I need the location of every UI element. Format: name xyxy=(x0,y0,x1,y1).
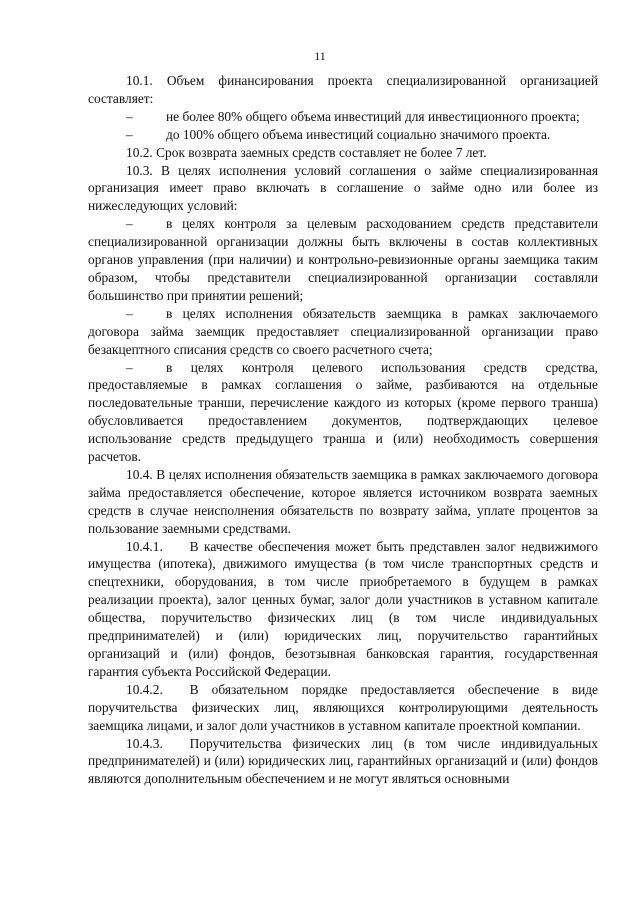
list-item-text: не более 80% общего объема инвестиций для инвестиционного проекта; xyxy=(166,108,580,124)
list-item-text: в целях контроля целевого использования средств средства, предоставляемые в рамках соглашения о займе, разбиваются на отдельные последовательные транши, перечисление каждого из которых (кроме первого транша) обусловливается предоставлением документов, подтверждающих целевое использование средств предыдущего транша и (или) необходимость совершения расчетов. xyxy=(88,359,598,465)
dash-marker xyxy=(126,108,166,126)
list-item-text: в целях контроля за целевым расходованием средств представители специализированной организации должны быть включены в состав коллективных органов управления (при наличии) и контрольно-ревизионные органы заемщика таким образом, чтобы представители специализированной организации составляли большинство при принятии решений; xyxy=(88,216,598,303)
paragraph-10-4-1: 10.4.1. В качестве обеспечения может быть представлен залог недвижимого имущества (ипотека), движимого имущества (в том числе транспортных средств и спецтехники, оборудования, в том числе приобретаемого в будущем в рамках реализации проекта), залог ценных бумаг, залог доли участников в уставном капитале общества, поручительство физических лиц (в том числе индивидуальных предпринимателей) и (или) юридических лиц, поручительство гарантийных организаций и (или) фондов, безотзывная банковская гарантия, государственная гарантия субъекта Российской Федерации. xyxy=(88,538,598,679)
page-number: 11 xyxy=(314,49,326,63)
list-item-text: в целях исполнения обязательств заемщика в рамках заключаемого договора займа заемщик предоставляет специализированной организации право безакцептного списания средств со своего расчетного счета; xyxy=(88,305,598,357)
paragraph-10-4: 10.4. В целях исполнения обязательств заемщика в рамках заключаемого договора займа предоставляется обеспечение, которое является источником возврата заемных средств в случае неисполнения обязательств по возврату займа, уплате процентов за пользование заемными средствами. xyxy=(88,466,598,536)
paragraph-10-4-3: 10.4.3. Поручительства физических лиц (в том числе индивидуальных предпринимателей) и (или) юридических лиц, гарантийных организаций и (или) фондов являются дополнительным обеспечением и не могут являться основными xyxy=(88,735,598,787)
dash-marker xyxy=(126,215,166,233)
list-item-dash xyxy=(88,126,598,144)
paragraph-10-2: 10.2. Срок возврата заемных средств составляет не более 7 лет. xyxy=(126,144,487,160)
list-item-dash xyxy=(88,305,598,359)
paragraph-10-3: 10.3. В целях исполнения условий соглашения о займе специализированная организация имеет право включать в соглашение о займе одно или более из нижеследующих условий: xyxy=(88,162,598,214)
list-item-dash xyxy=(88,108,598,126)
document-body xyxy=(88,72,598,788)
list-item-dash xyxy=(88,215,598,305)
paragraph-10-4-2: 10.4.2. В обязательном порядке предоставляется обеспечение в виде поручительства физических лиц, являющихся контролирующими деятельность заемщика лицами, и залог доли участников в уставном капитале проектной компании. xyxy=(88,681,598,733)
paragraph-10-1: 10.1. Объем финансирования проекта специализированной организацией составляет: xyxy=(88,73,598,106)
list-item-dash xyxy=(88,359,598,466)
list-item-text: до 100% общего объема инвестиций социально значимого проекта. xyxy=(166,126,551,142)
dash-marker xyxy=(126,126,166,144)
dash-marker xyxy=(126,359,166,377)
dash-marker xyxy=(126,305,166,323)
